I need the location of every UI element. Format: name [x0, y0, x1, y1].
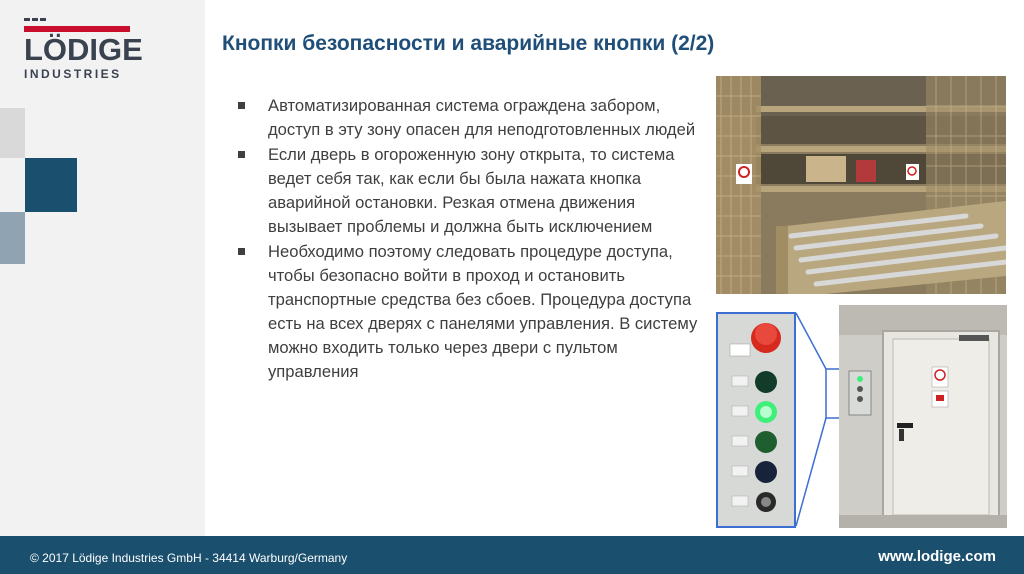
- decor-square-dark: [25, 158, 77, 212]
- door-with-panel-photo: [839, 305, 1007, 528]
- footer-bar: [0, 536, 1024, 574]
- logo-dashes: [24, 18, 46, 21]
- decor-square-mid: [0, 212, 25, 264]
- warehouse-conveyor-photo: [716, 76, 1006, 294]
- door-illustration: [839, 305, 1007, 528]
- sidebar: [0, 0, 205, 536]
- bullet-icon: [238, 151, 245, 158]
- bullet-text: Необходимо поэтому следовать процедуре доступа, чтобы безопасно войти в проход и остановить транспортные средства без сбоев. Процедура доступа есть на всех дверях с панелями управления. В систему можно входить только через двери с пультом управления: [268, 242, 698, 381]
- lodige-logo[interactable]: [24, 22, 143, 81]
- decor-square-light: [0, 108, 25, 158]
- bullet-item: [238, 143, 708, 239]
- control-panel-photo: [716, 312, 796, 528]
- bullet-icon: [238, 102, 245, 109]
- website-link[interactable]: www.lodige.com: [878, 548, 996, 565]
- logo-subtitle: INDUSTRIES: [24, 67, 122, 81]
- control-panel-illustration: [716, 312, 796, 528]
- bullet-icon: [238, 248, 245, 255]
- copyright-text: © 2017 Lödige Industries GmbH - 34414 Warburg/Germany: [30, 551, 348, 565]
- bullet-text: Если дверь в огороженную зону открыта, то система ведет себя так, как если бы была нажата кнопка аварийной остановки. Резкая отмена движения вызывает проблемы и должна быть исключением: [268, 145, 675, 236]
- bullet-item: [238, 94, 708, 142]
- slide-title: Кнопки безопасности и аварийные кнопки (2/2): [222, 32, 715, 55]
- bullet-text: Автоматизированная система ограждена забором, доступ в эту зону опасен для неподготовленных людей: [268, 96, 696, 139]
- bullet-list: [238, 94, 708, 385]
- warehouse-conveyor-illustration: [716, 76, 1006, 294]
- logo-name: LÖDIGE: [24, 32, 143, 67]
- bullet-item: [238, 240, 708, 384]
